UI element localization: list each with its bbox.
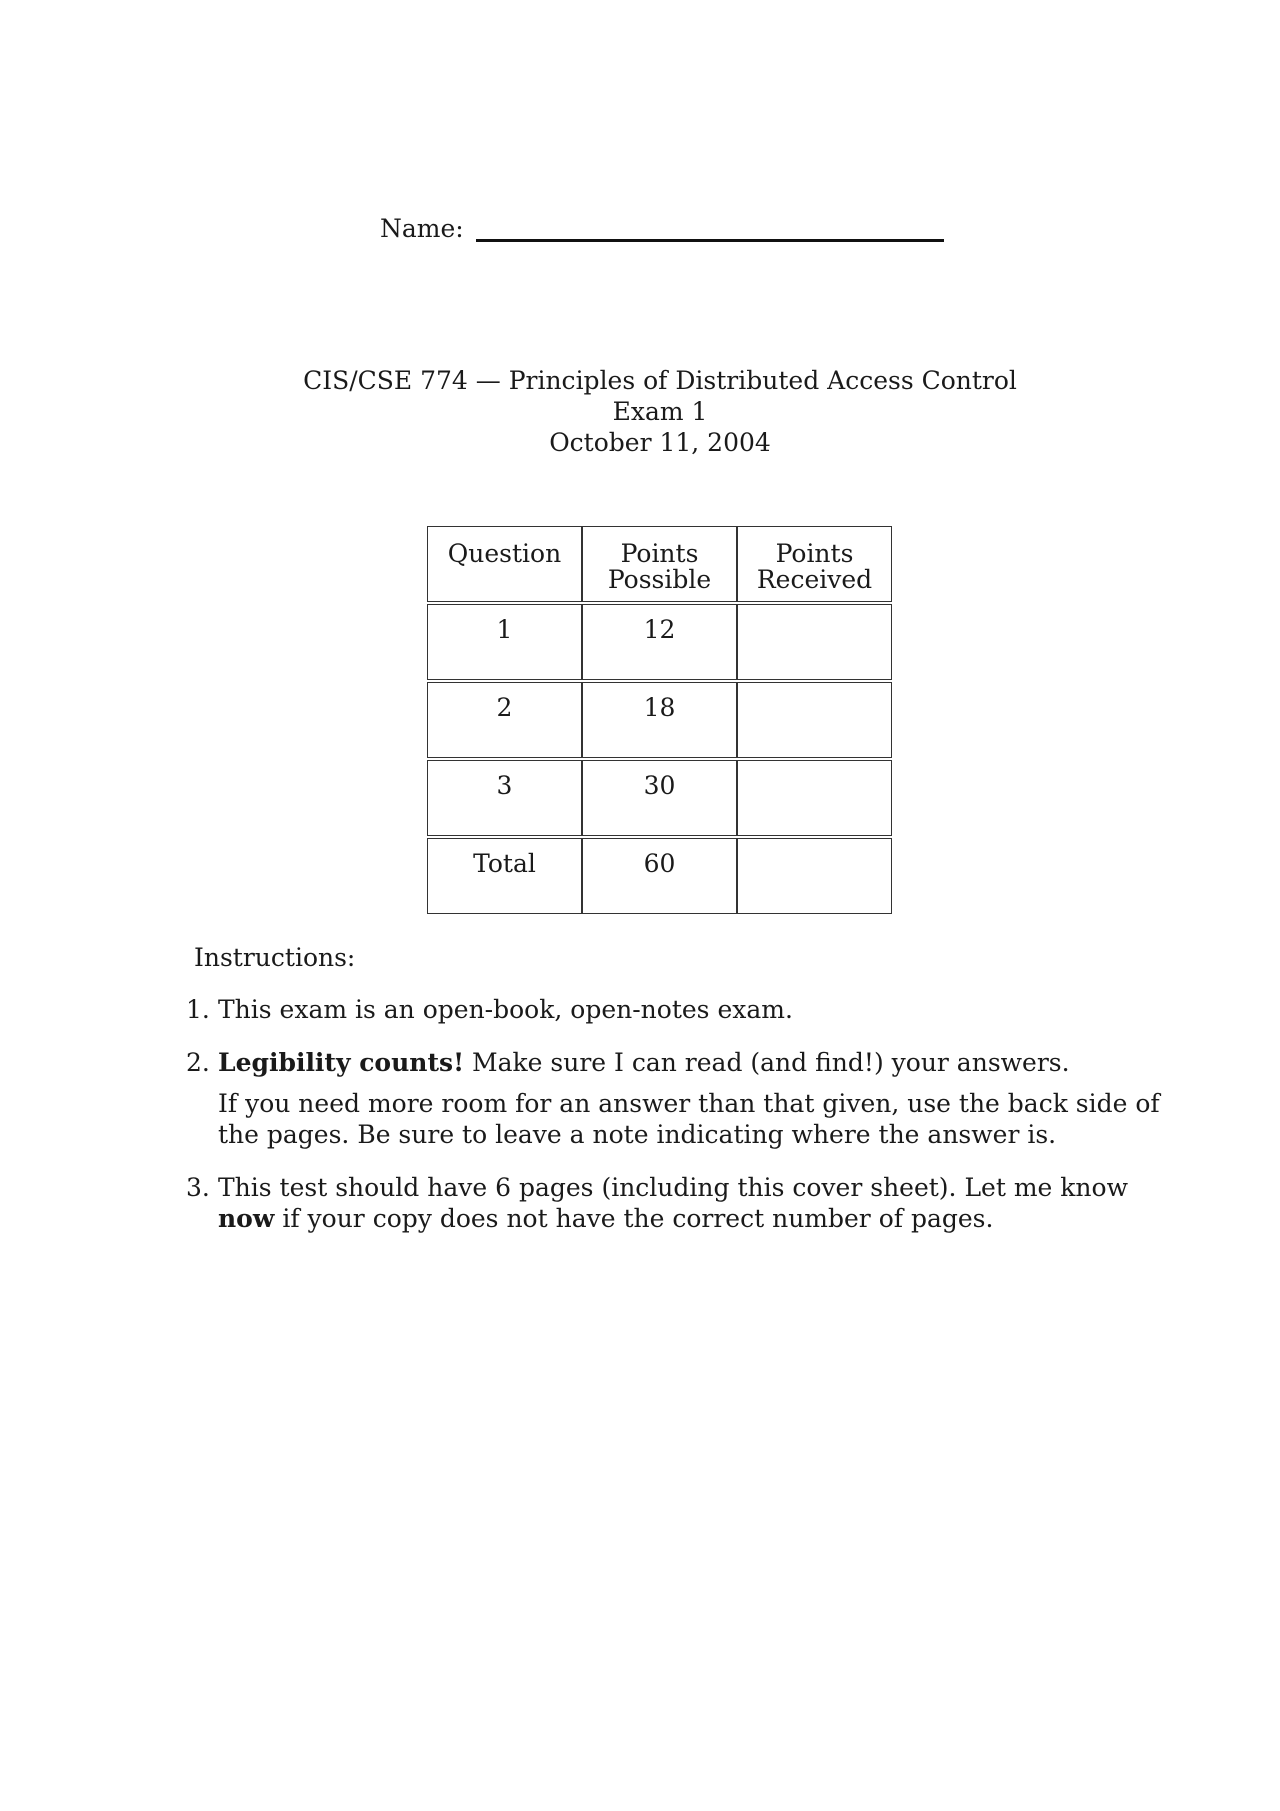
instruction-emphasis: Legibility counts!	[218, 1048, 465, 1077]
list-item-number: 3.	[186, 1173, 210, 1202]
instructions-heading: Instructions:	[194, 943, 356, 972]
header-points-received	[737, 526, 892, 602]
total-label-cell: Total	[427, 838, 582, 914]
list-item	[186, 1172, 1166, 1234]
header-points-received-line2: Received	[756, 565, 873, 594]
header-points-received-line1: Points	[775, 539, 854, 568]
instruction-paragraph	[218, 1047, 1166, 1078]
list-item-number: 2.	[186, 1048, 210, 1077]
name-blank-line[interactable]	[476, 239, 944, 242]
exam-date: October 11, 2004	[549, 428, 771, 457]
header-points-possible-line1: Points	[620, 539, 699, 568]
total-possible-cell: 60	[582, 838, 737, 914]
instruction-text-after: if your copy does not have the correct number of pages.	[274, 1204, 994, 1233]
list-item-body	[218, 1047, 1166, 1150]
table-row	[427, 604, 892, 680]
points-possible-cell: 12	[582, 604, 737, 680]
question-cell: 3	[427, 760, 582, 836]
header-points-possible	[582, 526, 737, 602]
instruction-paragraph	[218, 1172, 1166, 1234]
course-title: CIS/CSE 774 — Principles of Distributed Access Control	[303, 366, 1017, 395]
name-field	[380, 215, 944, 243]
list-item	[186, 1047, 1166, 1150]
question-cell: 1	[427, 604, 582, 680]
instruction-emphasis: now	[218, 1204, 275, 1233]
exam-number: Exam 1	[612, 397, 708, 426]
points-possible-cell: 30	[582, 760, 737, 836]
score-table-header-row	[427, 526, 892, 602]
header-question	[427, 526, 582, 602]
list-item-number: 1.	[186, 995, 210, 1024]
points-possible-cell: 18	[582, 682, 737, 758]
question-cell: 2	[427, 682, 582, 758]
list-item	[186, 994, 1166, 1025]
total-received-cell[interactable]	[737, 838, 892, 914]
instruction-text-before: This test should have 6 pages (including this cover sheet). Let me know	[218, 1173, 1128, 1202]
instruction-text: Make sure I can read (and find!) your answers.	[464, 1048, 1070, 1077]
instruction-text: This exam is an open-book, open-notes exam.	[218, 995, 793, 1024]
points-received-cell[interactable]	[737, 682, 892, 758]
header-points-possible-line2: Possible	[607, 565, 712, 594]
table-row-total	[427, 838, 892, 914]
points-received-cell[interactable]	[737, 760, 892, 836]
table-row	[427, 682, 892, 758]
name-label: Name:	[380, 214, 464, 243]
instructions-list	[186, 994, 1166, 1256]
table-row	[427, 760, 892, 836]
header-question-label: Question	[447, 539, 562, 568]
instruction-extra-text: If you need more room for an answer than that given, use the back side of the pages. Be sure to leave a note indicating where the answer is.	[218, 1089, 1160, 1149]
points-received-cell[interactable]	[737, 604, 892, 680]
exam-title-block	[300, 365, 1020, 458]
score-table	[427, 524, 892, 916]
list-item-body	[218, 1172, 1166, 1234]
list-item-body	[218, 994, 1166, 1025]
